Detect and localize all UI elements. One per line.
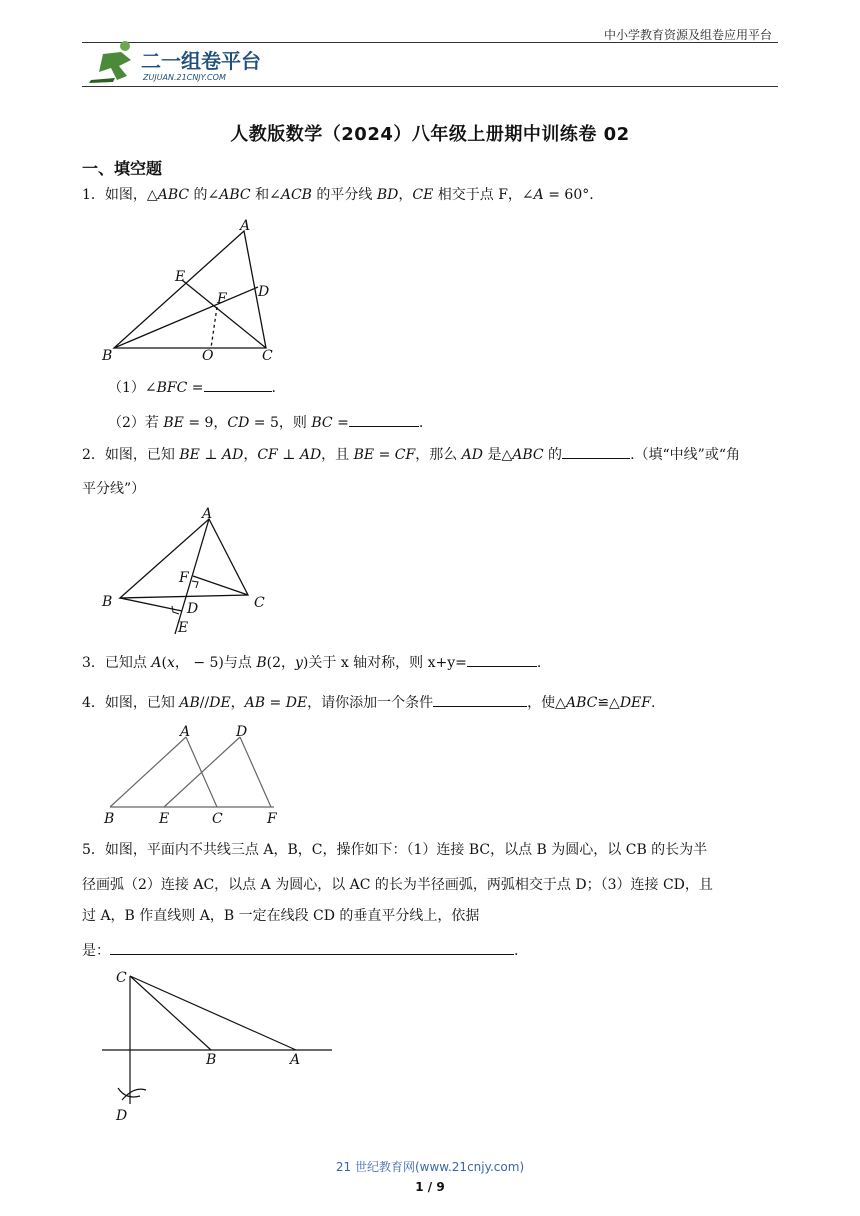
- q2-math: CF: [257, 447, 278, 463]
- q3-math: y: [295, 655, 303, 671]
- q5-text: 如图，平面内不共线三点 A，B，C，操作如下：（1）连接 BC，以点 B 为圆心，以 CB 的长为半: [104, 842, 708, 858]
- label-d: D: [236, 724, 248, 740]
- figure-q4: [96, 720, 296, 830]
- q5-text: 是：: [82, 943, 110, 959]
- question-number: 5．: [82, 842, 105, 858]
- q2-text: ，那么: [415, 447, 462, 463]
- label-b: B: [104, 811, 115, 827]
- q2-text: ⊥: [277, 447, 300, 463]
- label-b: B: [102, 594, 113, 610]
- q1-text: ，: [398, 187, 413, 203]
- label-a: A: [202, 506, 213, 522]
- q1-text: 的∠: [189, 187, 220, 203]
- q1-text: 相交于点 F，∠: [433, 187, 534, 203]
- q3-text: (2，: [266, 655, 295, 671]
- q4-text: ，请你添加一个条件: [307, 695, 434, 711]
- label-o: O: [202, 348, 214, 364]
- section-title: 一、填空题: [82, 159, 163, 178]
- q1-sub1-text: （1）∠: [108, 380, 157, 396]
- q2-text: 是△: [483, 447, 513, 463]
- label-a: A: [290, 1052, 301, 1068]
- q2-math: BE: [179, 447, 200, 463]
- label-b: B: [102, 348, 113, 364]
- q1-text: 如图，: [104, 187, 147, 203]
- label-a: A: [240, 218, 251, 234]
- q2-math: AD: [299, 447, 322, 463]
- q1-text: △: [146, 187, 158, 203]
- answer-blank[interactable]: [349, 412, 419, 427]
- answer-blank[interactable]: [204, 377, 272, 392]
- segment-fo-dashed: [211, 307, 217, 348]
- logo: [85, 40, 285, 84]
- q3-text: )关于 x 轴对称，则 x+y=: [302, 655, 467, 671]
- q2-text: 如图，已知: [104, 447, 180, 463]
- question-2: [82, 444, 782, 465]
- q4-text: //: [199, 695, 210, 711]
- label-b: B: [206, 1052, 217, 1068]
- q1-sub2-text: .: [418, 415, 424, 431]
- label-d: D: [116, 1108, 128, 1124]
- q1-math: ABC: [157, 187, 190, 203]
- answer-blank[interactable]: [467, 652, 537, 667]
- q1-math: A: [533, 187, 544, 203]
- question-number: 2．: [82, 447, 105, 463]
- q2-math: AD: [461, 447, 484, 463]
- q1-sub2-text: = 9，: [183, 415, 228, 431]
- q4-text: ，: [230, 695, 245, 711]
- answer-blank[interactable]: [562, 444, 630, 459]
- label-c: C: [262, 348, 273, 364]
- q3-text: (: [161, 655, 167, 671]
- label-e: E: [178, 620, 189, 636]
- label-f: F: [179, 570, 189, 586]
- q4-text: =: [265, 695, 286, 711]
- q2-math: BE: [353, 447, 375, 463]
- footer-link[interactable]: 21 世纪教育网(www.21cnjy.com): [335, 1160, 525, 1174]
- q3-text: ， − 5)与点: [174, 655, 257, 671]
- q1-sub2-math: BC: [311, 415, 333, 431]
- label-e: E: [159, 811, 170, 827]
- label-f: F: [267, 811, 277, 827]
- q1-math: ACB: [280, 187, 312, 203]
- question-number: 4．: [82, 695, 105, 711]
- figure-q5: [96, 966, 346, 1128]
- answer-blank[interactable]: [433, 692, 527, 707]
- label-e: E: [175, 269, 186, 285]
- segment-df: [240, 737, 271, 807]
- q1-sub1-text: =: [187, 380, 204, 396]
- q3-math: B: [256, 655, 267, 671]
- q1-math: ABC: [219, 187, 251, 203]
- q4-math: DEF: [619, 695, 651, 711]
- label-c: C: [212, 811, 223, 827]
- q2-math: AD: [221, 447, 244, 463]
- question-number: 3．: [82, 655, 105, 671]
- q4-math: AB: [244, 695, 266, 711]
- q4-text: .: [651, 695, 656, 711]
- question-number: 1．: [82, 187, 105, 203]
- label-c: C: [254, 595, 265, 611]
- q3-math: A: [151, 655, 162, 671]
- page-number: 1 / 9: [415, 1180, 445, 1194]
- question-1-part-2: [108, 412, 808, 433]
- q4-math: AB: [179, 695, 200, 711]
- label-d: D: [187, 601, 199, 617]
- q2-text: 的: [543, 447, 563, 463]
- q4-text: ，使△: [527, 695, 566, 711]
- question-5-line-4: [82, 940, 782, 961]
- q4-math: ABC: [565, 695, 598, 711]
- question-1-part-1: [108, 377, 808, 398]
- label-f: F: [217, 291, 227, 307]
- label-d: D: [258, 284, 270, 300]
- triangle-abc: [114, 231, 266, 348]
- q1-sub2-text: =: [332, 415, 349, 431]
- q1-sub1-text: .: [271, 380, 276, 396]
- q2-text: ，且: [321, 447, 354, 463]
- q2-text: .（填“中线”或“角: [630, 447, 740, 463]
- runner-logo-icon: [85, 40, 285, 84]
- question-2-line-2: 平分线”）: [82, 481, 146, 497]
- segment-bd: [114, 287, 258, 348]
- q4-math: DE: [209, 695, 231, 711]
- figure-q2: [96, 502, 286, 640]
- q1-sub1-math: BFC: [156, 380, 188, 396]
- q2-text: ，: [243, 447, 258, 463]
- header-bottom-rule: [82, 86, 778, 87]
- q1-sub2-math: BE: [163, 415, 184, 431]
- q1-sub2-text: = 5，则: [249, 415, 312, 431]
- question-5: [82, 840, 782, 860]
- q1-math: BD: [376, 187, 399, 203]
- q2-math: ABC: [512, 447, 544, 463]
- q3-text: .: [536, 655, 542, 671]
- segment-ca: [130, 976, 296, 1050]
- q1-sub2-math: CD: [227, 415, 250, 431]
- right-angle-mark-f: [192, 581, 198, 588]
- segment-cb: [130, 976, 211, 1050]
- figure-q1: [96, 214, 296, 366]
- site-name: 中小学教育资源及组卷应用平台: [603, 28, 772, 42]
- triangle-abc: [120, 519, 248, 598]
- question-3: [82, 652, 782, 673]
- q2-text: =: [374, 447, 395, 463]
- question-5-line-2: 径画弧（2）连接 AC，以点 A 为圆心，以 AC 的长为半径画弧，两弧相交于点 D；（3）连接 CD，且: [82, 877, 713, 893]
- question-5-line-3: 过 A，B 作直线则 A，B 一定在线段 CD 的垂直平分线上，依据: [82, 908, 480, 924]
- q5-text: .: [514, 943, 519, 959]
- answer-blank[interactable]: [110, 940, 514, 955]
- q4-text: 如图，已知: [104, 695, 180, 711]
- q1-text: = 60°.: [543, 187, 594, 203]
- q1-sub2-text: （2）若: [108, 415, 164, 431]
- label-a: A: [180, 724, 191, 740]
- question-1: [82, 185, 782, 205]
- q1-text: 和∠: [250, 187, 281, 203]
- question-4: [82, 692, 782, 713]
- q4-text: ≌△: [597, 695, 620, 711]
- label-c: C: [116, 970, 127, 986]
- logo-text: 二一组卷平台: [141, 49, 261, 73]
- q1-math: CE: [412, 187, 434, 203]
- q3-text: 已知点: [104, 655, 152, 671]
- q2-text: ⊥: [199, 447, 222, 463]
- document-title: 人教版数学（2024）八年级上册期中训练卷 02: [230, 124, 630, 145]
- logo-subtext: ZUJUAN.21CNJY.COM: [143, 73, 226, 82]
- q3-math: x: [166, 655, 175, 671]
- q1-text: 的平分线: [311, 187, 377, 203]
- q4-math: DE: [285, 695, 308, 711]
- q2-math: CF: [394, 447, 416, 463]
